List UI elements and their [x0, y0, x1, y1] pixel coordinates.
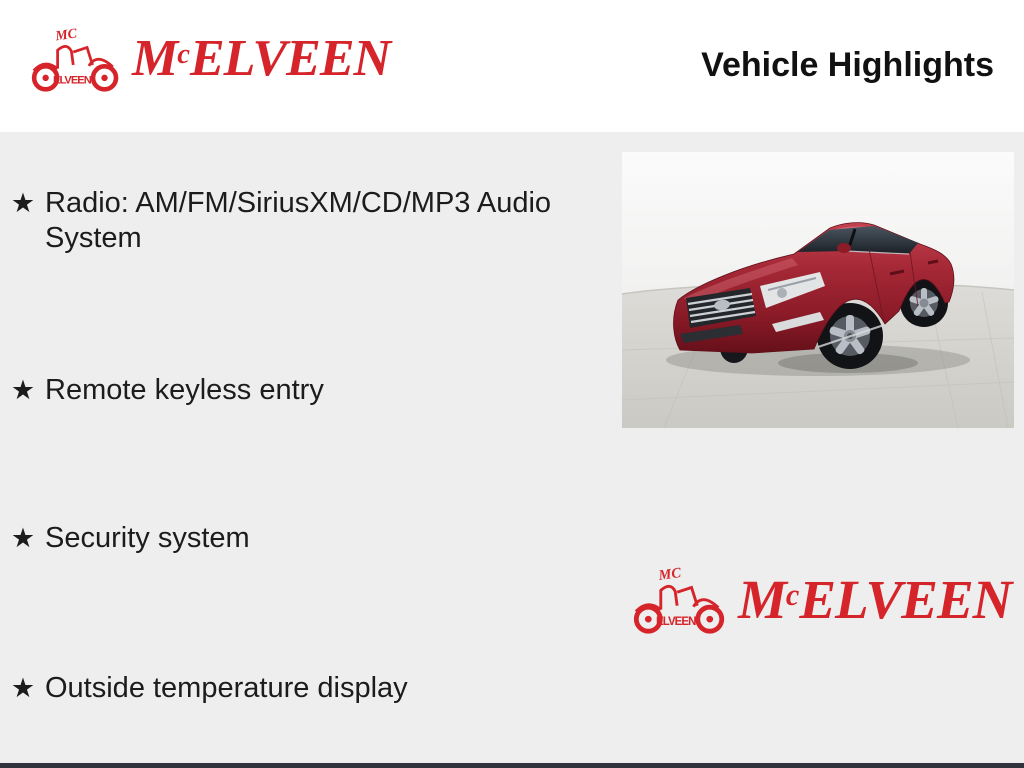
footer-logo [632, 563, 1011, 636]
star-bullet-icon: ★ [10, 188, 36, 218]
list-item-label: Remote keyless entry [45, 374, 324, 406]
star-bullet-icon: ★ [10, 375, 36, 405]
icon-text-elveen: ELVEEN [53, 74, 91, 87]
wordmark-rest: ELVEEN [799, 569, 1012, 630]
list-item [10, 521, 605, 556]
vehicle-photo [622, 152, 1014, 428]
icon-text-mc: MC [54, 25, 78, 44]
mcelveen-wordmark [738, 569, 1012, 630]
mcelveen-wordmark [132, 30, 391, 87]
list-item-label: Security system [45, 522, 250, 554]
wordmark-c: c [177, 39, 189, 70]
list-item [10, 186, 605, 256]
list-item [10, 373, 605, 408]
star-bullet-icon: ★ [10, 673, 36, 703]
page-title: Vehicle Highlights [701, 46, 994, 84]
icon-text-mc: MC [657, 565, 683, 585]
antique-car-icon [30, 24, 122, 94]
antique-car-icon [632, 563, 728, 636]
wordmark-m: M [132, 30, 178, 87]
wordmark-m: M [738, 569, 786, 630]
star-bullet-icon: ★ [10, 523, 36, 553]
header [0, 0, 1024, 132]
list-item-label: Outside temperature display [45, 672, 408, 704]
list-item [10, 671, 605, 706]
header-logo [30, 24, 390, 94]
wordmark-c: c [785, 578, 799, 613]
footer-bar [0, 763, 1024, 768]
wordmark-rest: ELVEEN [189, 30, 391, 87]
icon-text-elveen: ELVEEN [656, 615, 696, 628]
red-sedan-illustration [622, 152, 1014, 428]
list-item-label: Radio: AM/FM/SiriusXM/CD/MP3 Audio System [45, 187, 552, 254]
